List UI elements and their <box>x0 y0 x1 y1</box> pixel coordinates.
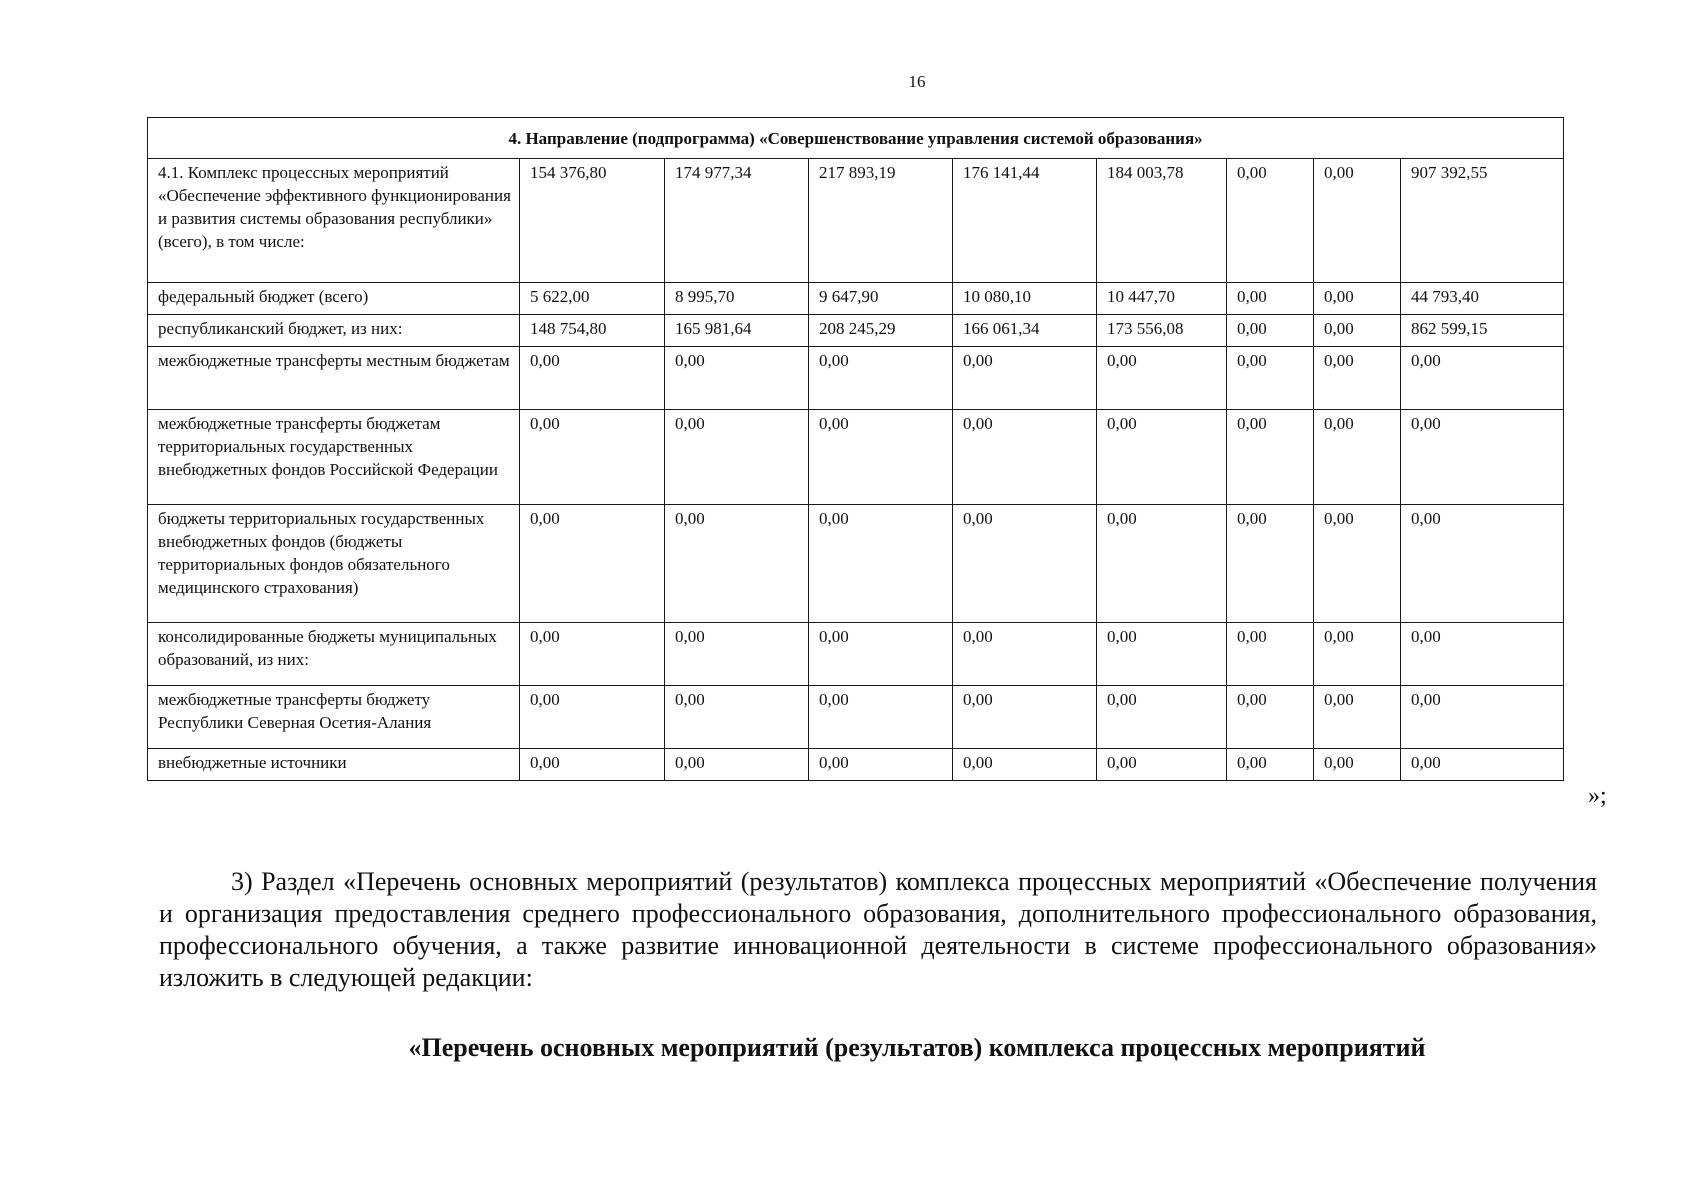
value-cell: 0,00 <box>520 410 665 505</box>
value-cell: 0,00 <box>1314 623 1401 686</box>
amendment-paragraph: 3) Раздел «Перечень основных мероприятий (результатов) комплекса процессных мероприятий «Обеспечение получения и организация предоставления среднего профессионального образования, дополнительного профессионального образования, профессионального обучения, а также развитие инновационной деятельности в системе профессионального образования» изложить в следующей редакции: <box>159 867 1597 992</box>
value-cell: 0,00 <box>1401 686 1564 749</box>
value-cell: 0,00 <box>1227 315 1314 347</box>
closing-quote: »; <box>1588 783 1607 809</box>
table-section-header: 4. Направление (подпрограмма) «Совершенствование управления системой образования» <box>148 118 1564 159</box>
value-cell: 0,00 <box>665 623 809 686</box>
row-label: межбюджетные трансферты местным бюджетам <box>148 347 520 410</box>
value-cell: 0,00 <box>1227 283 1314 315</box>
value-cell: 174 977,34 <box>665 159 809 283</box>
value-cell: 176 141,44 <box>953 159 1097 283</box>
value-cell: 0,00 <box>809 686 953 749</box>
value-cell: 907 392,55 <box>1401 159 1564 283</box>
value-cell: 0,00 <box>665 347 809 410</box>
row-label: межбюджетные трансферты бюджету Республики Северная Осетия-Алания <box>148 686 520 749</box>
value-cell: 166 061,34 <box>953 315 1097 347</box>
value-cell: 0,00 <box>1401 347 1564 410</box>
value-cell: 44 793,40 <box>1401 283 1564 315</box>
value-cell: 0,00 <box>1097 410 1227 505</box>
value-cell: 0,00 <box>1314 686 1401 749</box>
value-cell: 148 754,80 <box>520 315 665 347</box>
value-cell: 8 995,70 <box>665 283 809 315</box>
value-cell: 0,00 <box>1314 283 1401 315</box>
value-cell: 173 556,08 <box>1097 315 1227 347</box>
row-label: бюджеты территориальных государственных внебюджетных фондов (бюджеты территориальных фондов обязательного медицинского страхования) <box>148 505 520 623</box>
value-cell: 0,00 <box>1097 623 1227 686</box>
row-label: межбюджетные трансферты бюджетам территориальных государственных внебюджетных фондов Российской Федерации <box>148 410 520 505</box>
table-row <box>148 347 1564 410</box>
row-label: консолидированные бюджеты муниципальных образований, из них: <box>148 623 520 686</box>
table-row <box>148 410 1564 505</box>
table-row <box>148 623 1564 686</box>
value-cell: 0,00 <box>1314 315 1401 347</box>
value-cell: 0,00 <box>1227 410 1314 505</box>
value-cell: 0,00 <box>520 749 665 781</box>
value-cell: 0,00 <box>520 686 665 749</box>
value-cell: 0,00 <box>1097 505 1227 623</box>
value-cell: 0,00 <box>809 623 953 686</box>
value-cell: 0,00 <box>1401 749 1564 781</box>
value-cell: 10 080,10 <box>953 283 1097 315</box>
value-cell: 154 376,80 <box>520 159 665 283</box>
value-cell: 0,00 <box>809 505 953 623</box>
value-cell: 0,00 <box>1401 410 1564 505</box>
row-label: 4.1. Комплекс процессных мероприятий «Обеспечение эффективного функционирования и развития системы образования республики» (всего), в том числе: <box>148 159 520 283</box>
value-cell: 0,00 <box>1401 623 1564 686</box>
value-cell: 0,00 <box>1314 159 1401 283</box>
table-section-header-row <box>148 118 1564 159</box>
table-row <box>148 283 1564 315</box>
value-cell: 0,00 <box>665 410 809 505</box>
value-cell: 0,00 <box>953 347 1097 410</box>
row-label: республиканский бюджет, из них: <box>148 315 520 347</box>
table-body <box>148 118 1564 781</box>
value-cell: 0,00 <box>1097 347 1227 410</box>
value-cell: 0,00 <box>1227 347 1314 410</box>
value-cell: 10 447,70 <box>1097 283 1227 315</box>
row-label: федеральный бюджет (всего) <box>148 283 520 315</box>
value-cell: 0,00 <box>953 749 1097 781</box>
table-row <box>148 159 1564 283</box>
table-row <box>148 749 1564 781</box>
row-label: внебюджетные источники <box>148 749 520 781</box>
value-cell: 208 245,29 <box>809 315 953 347</box>
value-cell: 0,00 <box>520 347 665 410</box>
value-cell: 0,00 <box>953 505 1097 623</box>
value-cell: 0,00 <box>1314 410 1401 505</box>
value-cell: 0,00 <box>665 686 809 749</box>
table-row <box>148 315 1564 347</box>
value-cell: 0,00 <box>1097 686 1227 749</box>
value-cell: 0,00 <box>1314 749 1401 781</box>
value-cell: 0,00 <box>520 623 665 686</box>
value-cell: 5 622,00 <box>520 283 665 315</box>
value-cell: 0,00 <box>1227 159 1314 283</box>
value-cell: 0,00 <box>953 686 1097 749</box>
section-title: «Перечень основных мероприятий (результатов) комплекса процессных мероприятий <box>408 1033 1426 1062</box>
value-cell: 0,00 <box>809 749 953 781</box>
budget-table <box>147 117 1564 781</box>
value-cell: 0,00 <box>953 623 1097 686</box>
value-cell: 0,00 <box>1097 749 1227 781</box>
value-cell: 0,00 <box>809 347 953 410</box>
value-cell: 0,00 <box>1314 347 1401 410</box>
value-cell: 217 893,19 <box>809 159 953 283</box>
value-cell: 0,00 <box>1227 505 1314 623</box>
table-row <box>148 505 1564 623</box>
value-cell: 862 599,15 <box>1401 315 1564 347</box>
value-cell: 0,00 <box>1314 505 1401 623</box>
value-cell: 0,00 <box>1227 686 1314 749</box>
value-cell: 9 647,90 <box>809 283 953 315</box>
value-cell: 0,00 <box>953 410 1097 505</box>
value-cell: 0,00 <box>665 749 809 781</box>
value-cell: 184 003,78 <box>1097 159 1227 283</box>
table-row <box>148 686 1564 749</box>
page-number: 16 <box>908 72 926 91</box>
value-cell: 0,00 <box>1227 623 1314 686</box>
value-cell: 0,00 <box>520 505 665 623</box>
value-cell: 0,00 <box>665 505 809 623</box>
value-cell: 0,00 <box>809 410 953 505</box>
value-cell: 0,00 <box>1227 749 1314 781</box>
value-cell: 165 981,64 <box>665 315 809 347</box>
value-cell: 0,00 <box>1401 505 1564 623</box>
